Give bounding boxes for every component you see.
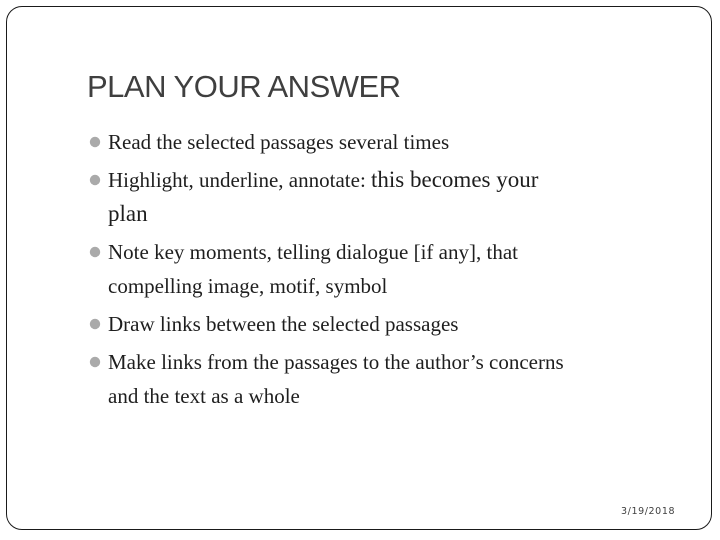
- bullet-text: Make links from the passages to the author’s concerns: [108, 350, 564, 374]
- bullet-icon: [89, 136, 101, 148]
- bullet-text: Highlight, underline, annotate:: [108, 168, 372, 192]
- bullet-text: compelling image, motif, symbol: [108, 274, 388, 298]
- bullet-text: Draw links between the selected passages: [108, 312, 459, 336]
- bullet-text: Note key moments, telling dialogue [if any], that: [108, 240, 518, 264]
- slide-frame: [6, 6, 712, 530]
- bullet-item-read: [87, 125, 667, 159]
- bullet-emphasis-text: this becomes your: [371, 167, 539, 192]
- bullet-item-make-links: [87, 345, 667, 413]
- bullet-emphasis-text: plan: [108, 201, 148, 226]
- bullet-text: and the text as a whole: [108, 384, 300, 408]
- bullet-text: Read the selected passages several times: [108, 130, 450, 154]
- slide-title: PLAN YOUR ANSWER: [87, 69, 401, 104]
- bullet-item-draw-links: [87, 307, 667, 341]
- bullet-icon: [89, 174, 101, 186]
- bullet-item-note: [87, 235, 667, 303]
- bullet-icon: [89, 246, 101, 258]
- bullet-icon: [89, 356, 101, 368]
- bullet-text-line: [108, 163, 667, 197]
- bullet-item-highlight: [87, 163, 667, 231]
- bullet-list: [87, 125, 667, 417]
- bullet-icon: [89, 318, 101, 330]
- footer-date: 3/19/2018: [621, 506, 676, 517]
